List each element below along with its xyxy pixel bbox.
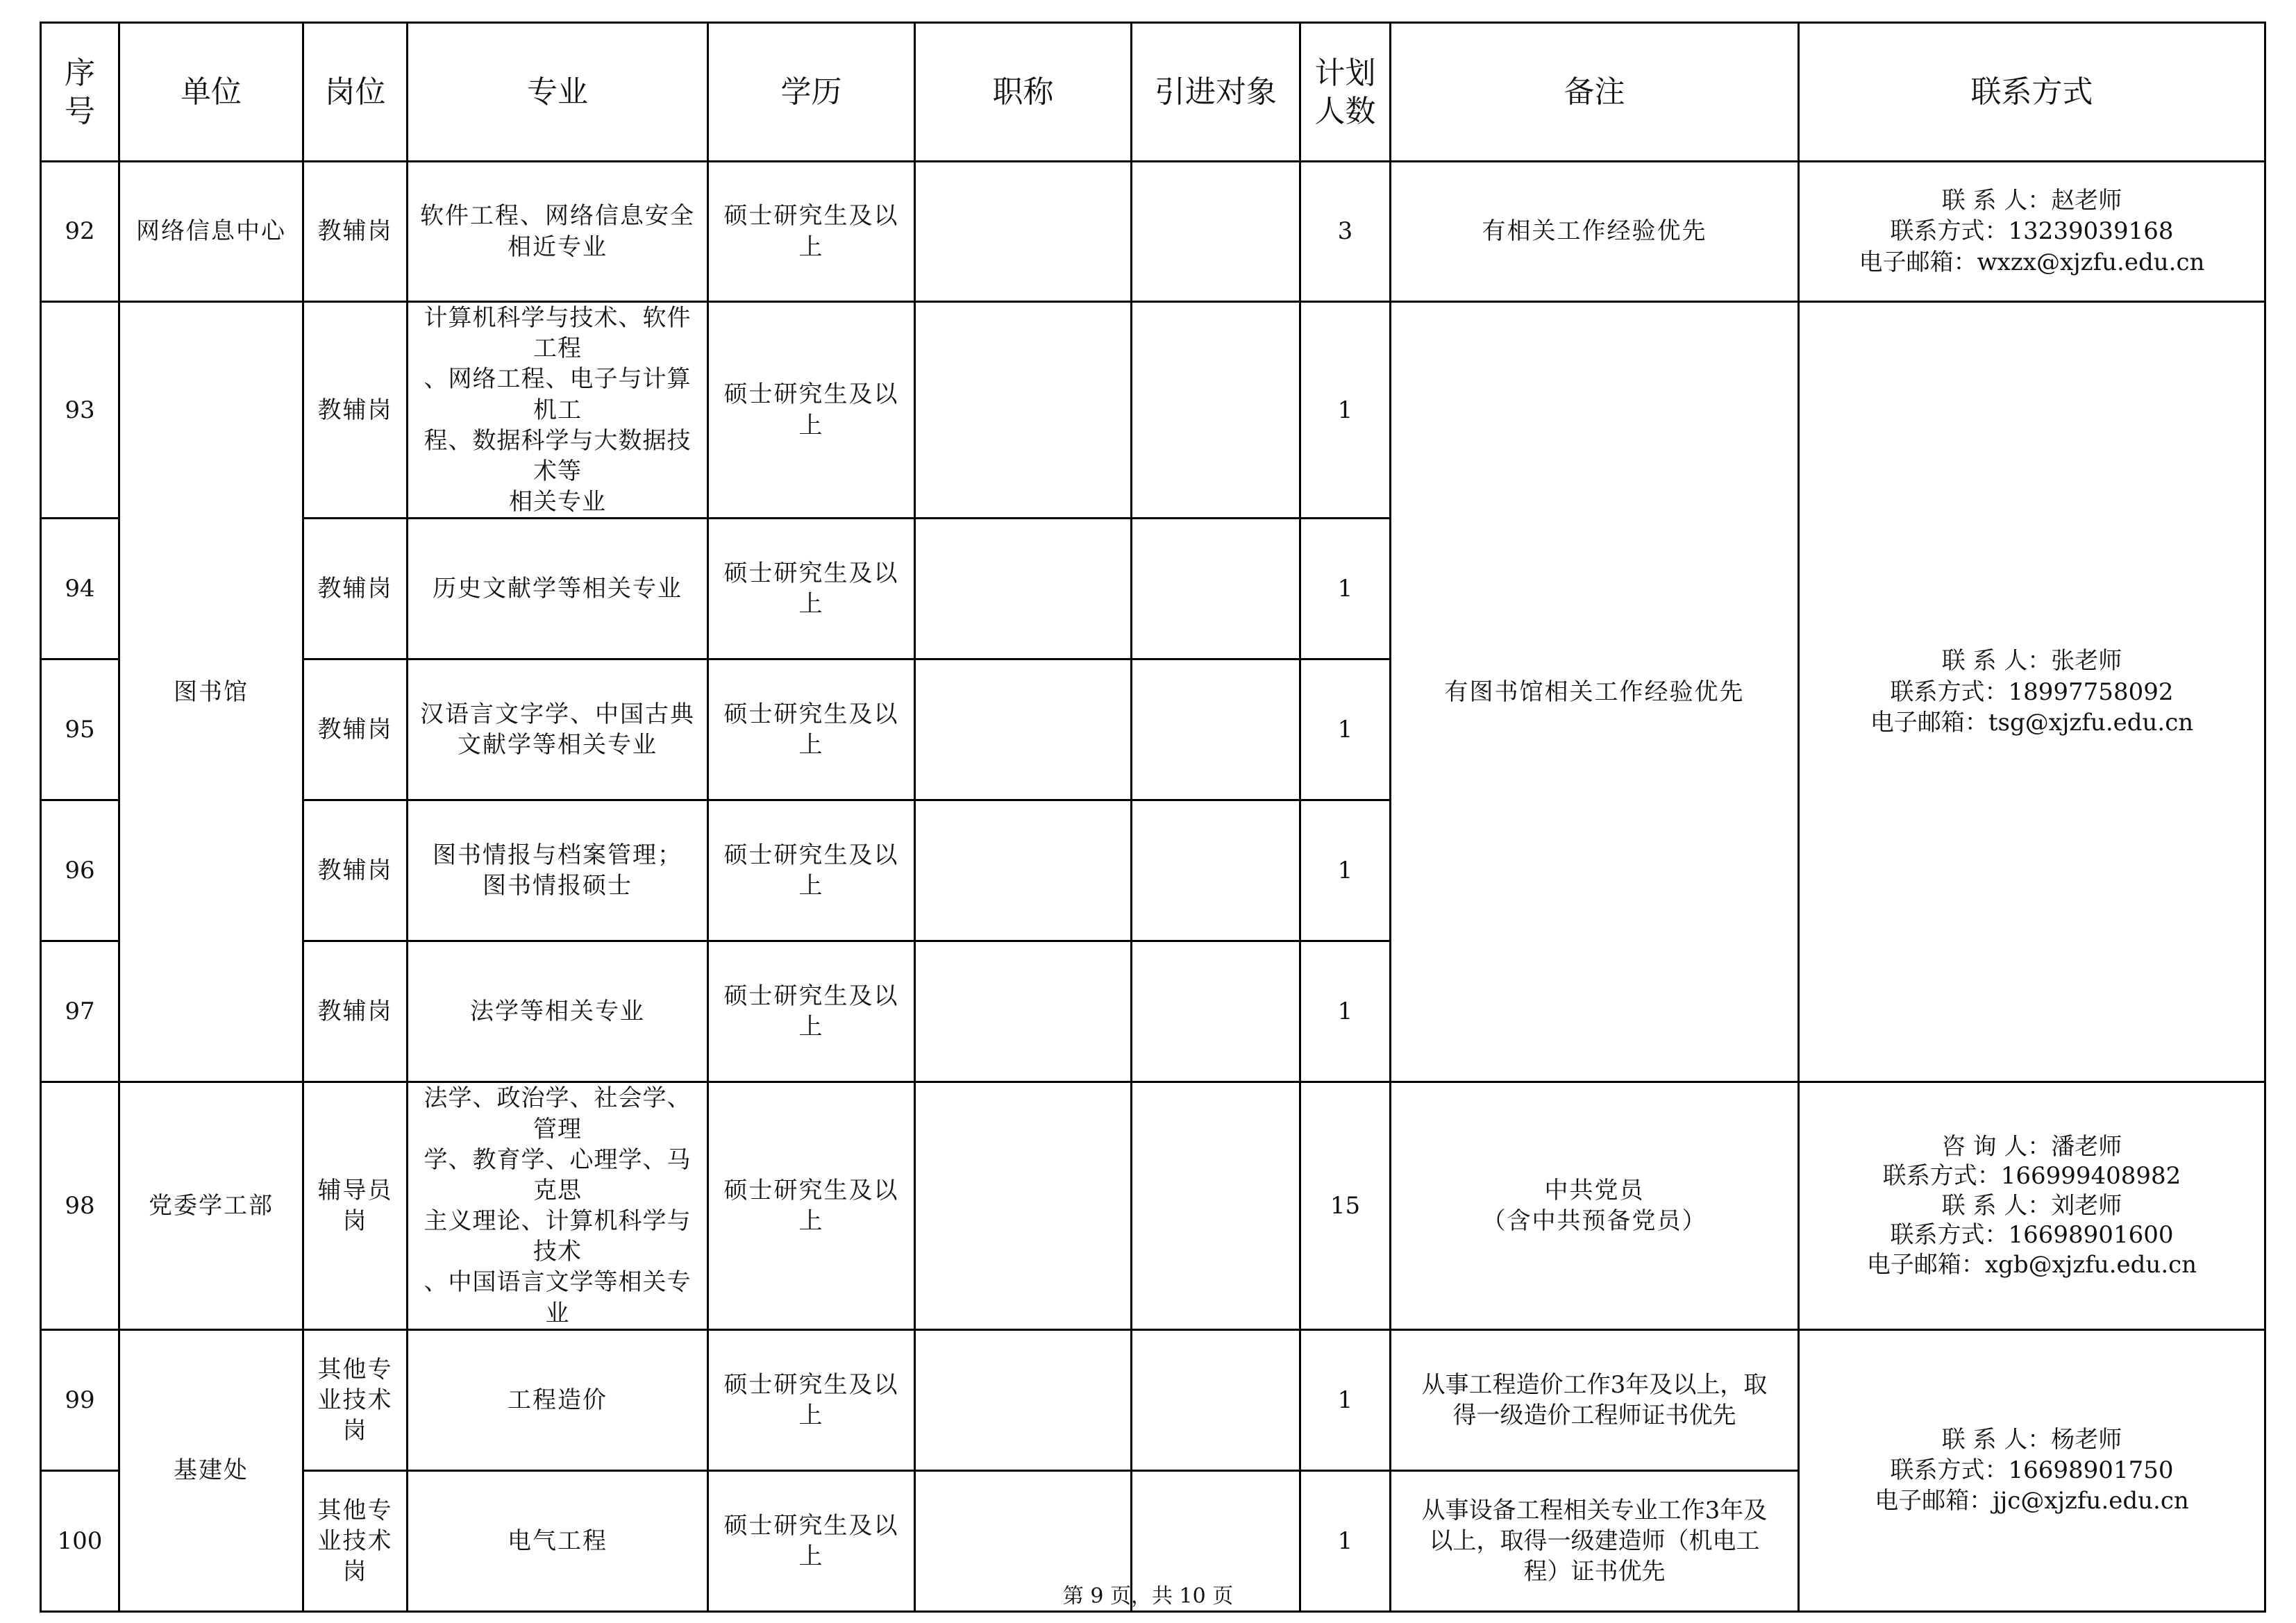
header-row: [41, 23, 2265, 162]
cell-title: [915, 1329, 1132, 1470]
cell-index: 99: [41, 1329, 119, 1470]
cell-index: 94: [41, 519, 119, 659]
cell-education: 硕士研究生及以 上: [708, 941, 915, 1082]
cell-contact: 联 系 人：张老师 联系方式：18997758092 电子邮箱：tsg@xjzfu.edu.cn: [1799, 302, 2265, 1082]
cell-target: [1132, 1082, 1300, 1330]
cell-major: 计算机科学与技术、软件工程 、网络工程、电子与计算机工 程、数据科学与大数据技术等 相关专业: [408, 302, 708, 519]
cell-index: 95: [41, 659, 119, 800]
cell-target: [1132, 519, 1300, 659]
cell-title: [915, 302, 1132, 519]
cell-count: 1: [1300, 302, 1391, 519]
table-row: [41, 1329, 2265, 1470]
cell-contact: 咨 询 人：潘老师 联系方式：16699940898​2 联 系 人：刘老师 联系方式：16698901600 电子邮箱：xgb@xjzfu.edu.cn: [1799, 1082, 2265, 1330]
cell-major: 软件工程、网络信息安全 相近专业: [408, 162, 708, 302]
page-footer: 第 9 页，共 10 页: [1062, 1584, 1234, 1608]
cell-post: 其他专 业技术 岗: [303, 1470, 408, 1611]
cell-education: 硕士研究生及以 上: [708, 302, 915, 519]
cell-major: 图书情报与档案管理； 图书情报硕士: [408, 800, 708, 941]
table-row: [41, 162, 2265, 302]
cell-target: [1132, 1329, 1300, 1470]
cell-note: 从事工程造价工作3年及以上，取 得一级造价工程师证书优先: [1391, 1329, 1799, 1470]
cell-contact: 联 系 人：杨老师 联系方式：16698901750 电子邮箱：jjc@xjzfu.edu.cn: [1799, 1329, 2265, 1611]
header-major: 专业: [408, 23, 708, 162]
header-target: 引进对象: [1132, 23, 1300, 162]
cell-unit: 党委学工部: [119, 1082, 303, 1330]
cell-unit: 图书馆: [119, 302, 303, 1082]
cell-count: 1: [1300, 941, 1391, 1082]
cell-target: [1132, 659, 1300, 800]
cell-index: 93: [41, 302, 119, 519]
cell-count: 1: [1300, 800, 1391, 941]
cell-title: [915, 941, 1132, 1082]
cell-post: 辅导员 岗: [303, 1082, 408, 1330]
cell-index: 96: [41, 800, 119, 941]
cell-index: 97: [41, 941, 119, 1082]
cell-title: [915, 659, 1132, 800]
cell-count: 15: [1300, 1082, 1391, 1330]
cell-major: 法学等相关专业: [408, 941, 708, 1082]
cell-target: [1132, 162, 1300, 302]
cell-count: 1: [1300, 1329, 1391, 1470]
cell-education: 硕士研究生及以 上: [708, 1082, 915, 1330]
cell-contact: 联 系 人：赵老师 联系方式：13239039168 电子邮箱：wxzx@xjzfu.edu.cn: [1799, 162, 2265, 302]
header-education: 学历: [708, 23, 915, 162]
cell-note: 有图书馆相关工作经验优先: [1391, 302, 1799, 1082]
cell-index: 92: [41, 162, 119, 302]
cell-post: 教辅岗: [303, 302, 408, 519]
header-index: 序 号: [41, 23, 119, 162]
cell-unit: 基建处: [119, 1329, 303, 1611]
cell-post: 教辅岗: [303, 941, 408, 1082]
cell-major: 工程造价: [408, 1329, 708, 1470]
cell-education: 硕士研究生及以 上: [708, 1329, 915, 1470]
cell-target: [1132, 800, 1300, 941]
cell-post: 教辅岗: [303, 659, 408, 800]
cell-major: 汉语言文字学、中国古典 文献学等相关专业: [408, 659, 708, 800]
header-note: 备注: [1391, 23, 1799, 162]
cell-count: 1: [1300, 1470, 1391, 1611]
cell-education: 硕士研究生及以 上: [708, 1470, 915, 1611]
recruitment-table: [40, 22, 2266, 1613]
cell-education: 硕士研究生及以 上: [708, 162, 915, 302]
header-contact: 联系方式: [1799, 23, 2265, 162]
header-post: 岗位: [303, 23, 408, 162]
cell-education: 硕士研究生及以 上: [708, 659, 915, 800]
cell-post: 教辅岗: [303, 162, 408, 302]
table-row: [41, 1082, 2265, 1330]
cell-title: [915, 1082, 1132, 1330]
cell-count: 1: [1300, 659, 1391, 800]
cell-count: 1: [1300, 519, 1391, 659]
cell-major: 历史文献学等相关专业: [408, 519, 708, 659]
header-unit: 单位: [119, 23, 303, 162]
cell-title: [915, 519, 1132, 659]
cell-post: 教辅岗: [303, 519, 408, 659]
cell-education: 硕士研究生及以 上: [708, 519, 915, 659]
cell-title: [915, 162, 1132, 302]
cell-count: 3: [1300, 162, 1391, 302]
cell-major: 电气工程: [408, 1470, 708, 1611]
cell-title: [915, 800, 1132, 941]
cell-index: 100: [41, 1470, 119, 1611]
cell-note: 有相关工作经验优先: [1391, 162, 1799, 302]
cell-post: 其他专 业技术 岗: [303, 1329, 408, 1470]
cell-education: 硕士研究生及以 上: [708, 800, 915, 941]
cell-major: 法学、政治学、社会学、管理 学、教育学、心理学、马克思 主义理论、计算机科学与技术 、中国语言文学等相关专业: [408, 1082, 708, 1330]
cell-target: [1132, 302, 1300, 519]
cell-note: 从事设备工程相关专业工作3年及 以上，取得一级建造师（机电工 程）证书优先: [1391, 1470, 1799, 1611]
cell-unit: 网络信息中心: [119, 162, 303, 302]
cell-target: [1132, 941, 1300, 1082]
table-row: [41, 302, 2265, 519]
header-count: 计划 人数: [1300, 23, 1391, 162]
cell-note: 中共党员 （含中共预备党员）: [1391, 1082, 1799, 1330]
cell-post: 教辅岗: [303, 800, 408, 941]
cell-index: 98: [41, 1082, 119, 1330]
header-title: 职称: [915, 23, 1132, 162]
